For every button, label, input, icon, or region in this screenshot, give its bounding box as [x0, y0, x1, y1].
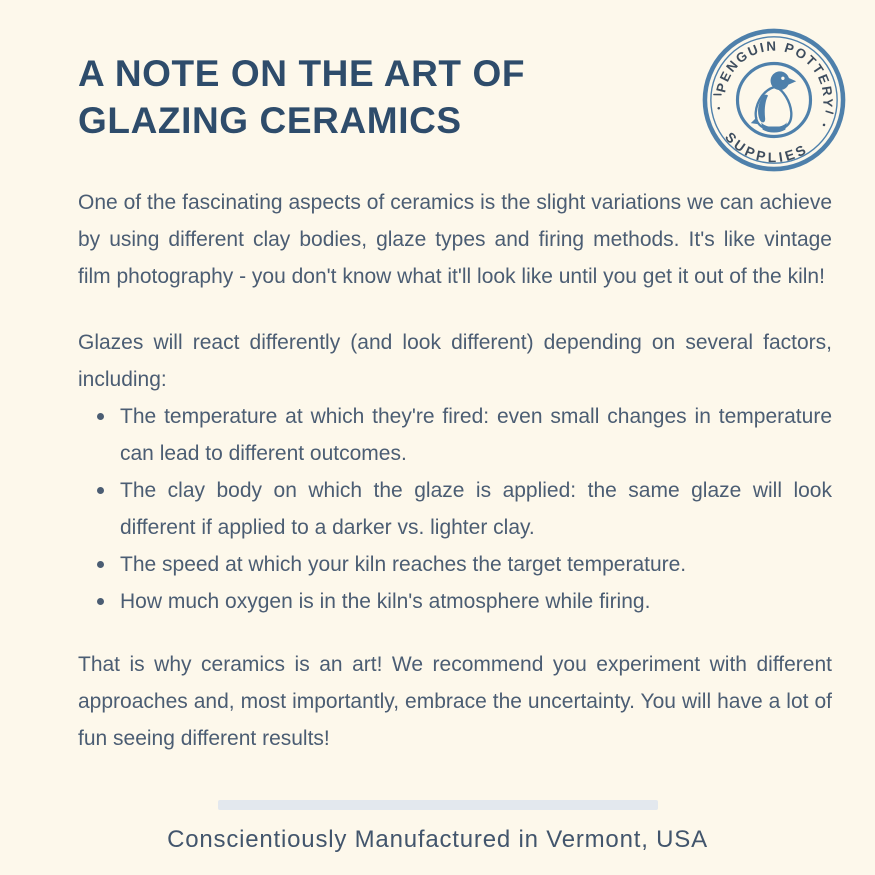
bullet-dot — [97, 598, 104, 605]
page-title-line2: GLAZING CERAMICS — [78, 100, 462, 141]
list-item — [78, 472, 832, 546]
bullet-dot — [97, 561, 104, 568]
page-title-line1: A NOTE ON THE ART OF — [78, 53, 526, 94]
paragraph-closing: That is why ceramics is an art! We recommend you experiment with different approaches and, most importantly, embrace the uncertainty. You will have a lot of fun seeing different results! — [78, 653, 832, 750]
list-item — [78, 546, 832, 583]
paragraph-intro-variations: One of the fascinating aspects of ceramics is the slight variations we can achieve by using different clay bodies, glaze types and firing methods. It's like vintage film photography - you don't know what it'll look like until you get it out of the kiln! — [78, 191, 832, 288]
logo-arc-top: PENGUIN POTTERY — [713, 38, 836, 110]
list-item-text: The temperature at which they're fired: even small changes in temperature can lead to different outcomes. — [120, 405, 832, 465]
footer-divider — [218, 800, 658, 810]
brand-logo-stamp — [700, 26, 848, 174]
paragraph-glaze-factors: Glazes will react differently (and look different) depending on several factors, including: — [78, 331, 832, 391]
list-item-text: The clay body on which the glaze is applied: the same glaze will look different if applied to a darker vs. lighter clay. — [120, 479, 832, 539]
body-copy — [78, 184, 832, 757]
manufactured-in-note: Conscientiously Manufactured in Vermont, USA — [167, 826, 708, 853]
page-title — [78, 50, 638, 144]
penguin-pottery-logo — [700, 26, 848, 174]
list-item — [78, 398, 832, 472]
list-item — [78, 583, 832, 620]
factors-list — [78, 398, 832, 620]
bullet-dot — [97, 487, 104, 494]
logo-arc-bottom: SUPPLIES — [721, 128, 812, 166]
list-item-text: The speed at which your kiln reaches the target temperature. — [120, 553, 687, 576]
bullet-dot — [97, 413, 104, 420]
list-item-text: How much oxygen is in the kiln's atmosphere while firing. — [120, 590, 651, 613]
